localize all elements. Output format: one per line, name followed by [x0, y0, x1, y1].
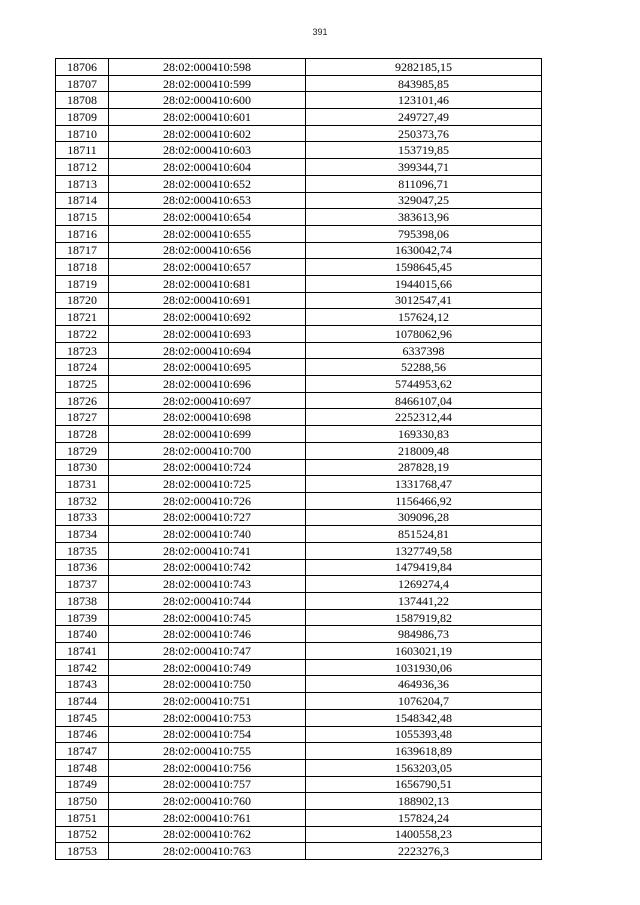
value-cell: 169330,83 — [306, 426, 542, 443]
row-number-cell: 18725 — [56, 376, 109, 393]
cadastral-number-cell: 28:02:000410:603 — [109, 142, 306, 159]
table-row — [56, 709, 542, 726]
value-cell: 1331768,47 — [306, 476, 542, 493]
cadastral-number-cell: 28:02:000410:598 — [109, 59, 306, 76]
row-number-cell: 18746 — [56, 726, 109, 743]
row-number-cell: 18739 — [56, 609, 109, 626]
value-cell: 6337398 — [306, 342, 542, 359]
table-row — [56, 292, 542, 309]
table-row — [56, 743, 542, 760]
cadastral-number-cell: 28:02:000410:691 — [109, 292, 306, 309]
value-cell: 1639618,89 — [306, 743, 542, 760]
cadastral-number-cell: 28:02:000410:761 — [109, 809, 306, 826]
value-cell: 1630042,74 — [306, 242, 542, 259]
value-cell: 1269274,4 — [306, 576, 542, 593]
row-number-cell: 18708 — [56, 92, 109, 109]
table-row — [56, 843, 542, 860]
row-number-cell: 18738 — [56, 593, 109, 610]
value-cell: 250373,76 — [306, 125, 542, 142]
table-row — [56, 359, 542, 376]
value-cell: 249727,49 — [306, 109, 542, 126]
row-number-cell: 18745 — [56, 709, 109, 726]
cadastral-number-cell: 28:02:000410:694 — [109, 342, 306, 359]
value-cell: 811096,71 — [306, 175, 542, 192]
value-cell: 9282185,15 — [306, 59, 542, 76]
row-number-cell: 18731 — [56, 476, 109, 493]
row-number-cell: 18751 — [56, 809, 109, 826]
table-row — [56, 476, 542, 493]
cadastral-number-cell: 28:02:000410:742 — [109, 559, 306, 576]
row-number-cell: 18726 — [56, 392, 109, 409]
row-number-cell: 18748 — [56, 759, 109, 776]
table-row — [56, 309, 542, 326]
cadastral-number-cell: 28:02:000410:697 — [109, 392, 306, 409]
row-number-cell: 18752 — [56, 826, 109, 843]
table-row — [56, 492, 542, 509]
value-cell: 309096,28 — [306, 509, 542, 526]
table-row — [56, 75, 542, 92]
table-row — [56, 809, 542, 826]
row-number-cell: 18714 — [56, 192, 109, 209]
row-number-cell: 18716 — [56, 225, 109, 242]
value-cell: 1479419,84 — [306, 559, 542, 576]
value-cell: 137441,22 — [306, 593, 542, 610]
value-cell: 464936,36 — [306, 676, 542, 693]
value-cell: 1656790,51 — [306, 776, 542, 793]
row-number-cell: 18741 — [56, 643, 109, 660]
cadastral-number-cell: 28:02:000410:604 — [109, 159, 306, 176]
value-cell: 2223276,3 — [306, 843, 542, 860]
cadastral-number-cell: 28:02:000410:740 — [109, 526, 306, 543]
value-cell: 52288,56 — [306, 359, 542, 376]
cadastral-number-cell: 28:02:000410:695 — [109, 359, 306, 376]
row-number-cell: 18717 — [56, 242, 109, 259]
table-row — [56, 676, 542, 693]
table-row — [56, 793, 542, 810]
table-row — [56, 59, 542, 76]
cadastral-number-cell: 28:02:000410:725 — [109, 476, 306, 493]
value-cell: 157824,24 — [306, 809, 542, 826]
cadastral-number-cell: 28:02:000410:657 — [109, 259, 306, 276]
table-row — [56, 609, 542, 626]
table-row — [56, 326, 542, 343]
table-row — [56, 693, 542, 710]
row-number-cell: 18721 — [56, 309, 109, 326]
row-number-cell: 18730 — [56, 459, 109, 476]
value-cell: 8466107,04 — [306, 392, 542, 409]
value-cell: 218009,48 — [306, 442, 542, 459]
row-number-cell: 18744 — [56, 693, 109, 710]
value-cell: 329047,25 — [306, 192, 542, 209]
row-number-cell: 18740 — [56, 626, 109, 643]
cadastral-number-cell: 28:02:000410:654 — [109, 209, 306, 226]
cadastral-number-cell: 28:02:000410:656 — [109, 242, 306, 259]
table-row — [56, 192, 542, 209]
row-number-cell: 18711 — [56, 142, 109, 159]
data-table — [55, 58, 542, 860]
value-cell: 984986,73 — [306, 626, 542, 643]
table-row — [56, 275, 542, 292]
cadastral-number-cell: 28:02:000410:750 — [109, 676, 306, 693]
table-row — [56, 342, 542, 359]
table-row — [56, 92, 542, 109]
cadastral-number-cell: 28:02:000410:599 — [109, 75, 306, 92]
row-number-cell: 18742 — [56, 659, 109, 676]
value-cell: 383613,96 — [306, 209, 542, 226]
cadastral-number-cell: 28:02:000410:698 — [109, 409, 306, 426]
table-row — [56, 442, 542, 459]
table-row — [56, 576, 542, 593]
cadastral-number-cell: 28:02:000410:700 — [109, 442, 306, 459]
table-row — [56, 376, 542, 393]
row-number-cell: 18720 — [56, 292, 109, 309]
cadastral-number-cell: 28:02:000410:745 — [109, 609, 306, 626]
row-number-cell: 18729 — [56, 442, 109, 459]
value-cell: 1563203,05 — [306, 759, 542, 776]
cadastral-number-cell: 28:02:000410:755 — [109, 743, 306, 760]
value-cell: 1603021,19 — [306, 643, 542, 660]
cadastral-number-cell: 28:02:000410:724 — [109, 459, 306, 476]
cadastral-number-cell: 28:02:000410:693 — [109, 326, 306, 343]
cadastral-number-cell: 28:02:000410:653 — [109, 192, 306, 209]
cadastral-number-cell: 28:02:000410:749 — [109, 659, 306, 676]
table-row — [56, 459, 542, 476]
cadastral-number-cell: 28:02:000410:746 — [109, 626, 306, 643]
row-number-cell: 18724 — [56, 359, 109, 376]
value-cell: 1587919,82 — [306, 609, 542, 626]
cadastral-number-cell: 28:02:000410:696 — [109, 376, 306, 393]
value-cell: 1400558,23 — [306, 826, 542, 843]
cadastral-number-cell: 28:02:000410:756 — [109, 759, 306, 776]
table-row — [56, 392, 542, 409]
table-row — [56, 559, 542, 576]
row-number-cell: 18722 — [56, 326, 109, 343]
cadastral-number-cell: 28:02:000410:601 — [109, 109, 306, 126]
cadastral-number-cell: 28:02:000410:727 — [109, 509, 306, 526]
table-row — [56, 409, 542, 426]
row-number-cell: 18733 — [56, 509, 109, 526]
row-number-cell: 18743 — [56, 676, 109, 693]
value-cell: 157624,12 — [306, 309, 542, 326]
row-number-cell: 18753 — [56, 843, 109, 860]
cadastral-number-cell: 28:02:000410:762 — [109, 826, 306, 843]
value-cell: 795398,06 — [306, 225, 542, 242]
value-cell: 188902,13 — [306, 793, 542, 810]
value-cell: 153719,85 — [306, 142, 542, 159]
cadastral-number-cell: 28:02:000410:754 — [109, 726, 306, 743]
cadastral-number-cell: 28:02:000410:741 — [109, 542, 306, 559]
row-number-cell: 18712 — [56, 159, 109, 176]
cadastral-number-cell: 28:02:000410:600 — [109, 92, 306, 109]
table-row — [56, 242, 542, 259]
value-cell: 1078062,96 — [306, 326, 542, 343]
row-number-cell: 18749 — [56, 776, 109, 793]
cadastral-number-cell: 28:02:000410:763 — [109, 843, 306, 860]
value-cell: 1076204,7 — [306, 693, 542, 710]
row-number-cell: 18736 — [56, 559, 109, 576]
row-number-cell: 18709 — [56, 109, 109, 126]
row-number-cell: 18710 — [56, 125, 109, 142]
value-cell: 2252312,44 — [306, 409, 542, 426]
row-number-cell: 18719 — [56, 275, 109, 292]
table-row — [56, 142, 542, 159]
row-number-cell: 18706 — [56, 59, 109, 76]
page-number: 391 — [312, 27, 328, 37]
table-row — [56, 225, 542, 242]
table-row — [56, 125, 542, 142]
table-row — [56, 426, 542, 443]
row-number-cell: 18713 — [56, 175, 109, 192]
value-cell: 287828,19 — [306, 459, 542, 476]
table-row — [56, 726, 542, 743]
cadastral-number-cell: 28:02:000410:751 — [109, 693, 306, 710]
row-number-cell: 18732 — [56, 492, 109, 509]
table-row — [56, 776, 542, 793]
cadastral-number-cell: 28:02:000410:743 — [109, 576, 306, 593]
value-cell: 1031930,06 — [306, 659, 542, 676]
value-cell: 1156466,92 — [306, 492, 542, 509]
value-cell: 1327749,58 — [306, 542, 542, 559]
value-cell: 1944015,66 — [306, 275, 542, 292]
table-row — [56, 159, 542, 176]
cadastral-number-cell: 28:02:000410:744 — [109, 593, 306, 610]
table-row — [56, 175, 542, 192]
value-cell: 3012547,41 — [306, 292, 542, 309]
value-cell: 1055393,48 — [306, 726, 542, 743]
row-number-cell: 18715 — [56, 209, 109, 226]
row-number-cell: 18750 — [56, 793, 109, 810]
value-cell: 851524,81 — [306, 526, 542, 543]
row-number-cell: 18728 — [56, 426, 109, 443]
table-row — [56, 626, 542, 643]
cadastral-number-cell: 28:02:000410:681 — [109, 275, 306, 292]
cadastral-number-cell: 28:02:000410:655 — [109, 225, 306, 242]
table-row — [56, 659, 542, 676]
row-number-cell: 18718 — [56, 259, 109, 276]
table-row — [56, 643, 542, 660]
value-cell: 5744953,62 — [306, 376, 542, 393]
row-number-cell: 18734 — [56, 526, 109, 543]
table-row — [56, 542, 542, 559]
value-cell: 1548342,48 — [306, 709, 542, 726]
value-cell: 843985,85 — [306, 75, 542, 92]
cadastral-number-cell: 28:02:000410:726 — [109, 492, 306, 509]
value-cell: 399344,71 — [306, 159, 542, 176]
value-cell: 1598645,45 — [306, 259, 542, 276]
row-number-cell: 18747 — [56, 743, 109, 760]
table-row — [56, 826, 542, 843]
table-row — [56, 759, 542, 776]
table-row — [56, 259, 542, 276]
table-row — [56, 109, 542, 126]
table-row — [56, 509, 542, 526]
cadastral-number-cell: 28:02:000410:753 — [109, 709, 306, 726]
row-number-cell: 18737 — [56, 576, 109, 593]
table-row — [56, 526, 542, 543]
table-row — [56, 593, 542, 610]
row-number-cell: 18707 — [56, 75, 109, 92]
table-row — [56, 209, 542, 226]
table-body — [56, 59, 542, 860]
cadastral-number-cell: 28:02:000410:757 — [109, 776, 306, 793]
row-number-cell: 18723 — [56, 342, 109, 359]
cadastral-number-cell: 28:02:000410:602 — [109, 125, 306, 142]
cadastral-number-cell: 28:02:000410:692 — [109, 309, 306, 326]
row-number-cell: 18727 — [56, 409, 109, 426]
row-number-cell: 18735 — [56, 542, 109, 559]
cadastral-number-cell: 28:02:000410:760 — [109, 793, 306, 810]
value-cell: 123101,46 — [306, 92, 542, 109]
cadastral-number-cell: 28:02:000410:652 — [109, 175, 306, 192]
cadastral-number-cell: 28:02:000410:747 — [109, 643, 306, 660]
cadastral-number-cell: 28:02:000410:699 — [109, 426, 306, 443]
